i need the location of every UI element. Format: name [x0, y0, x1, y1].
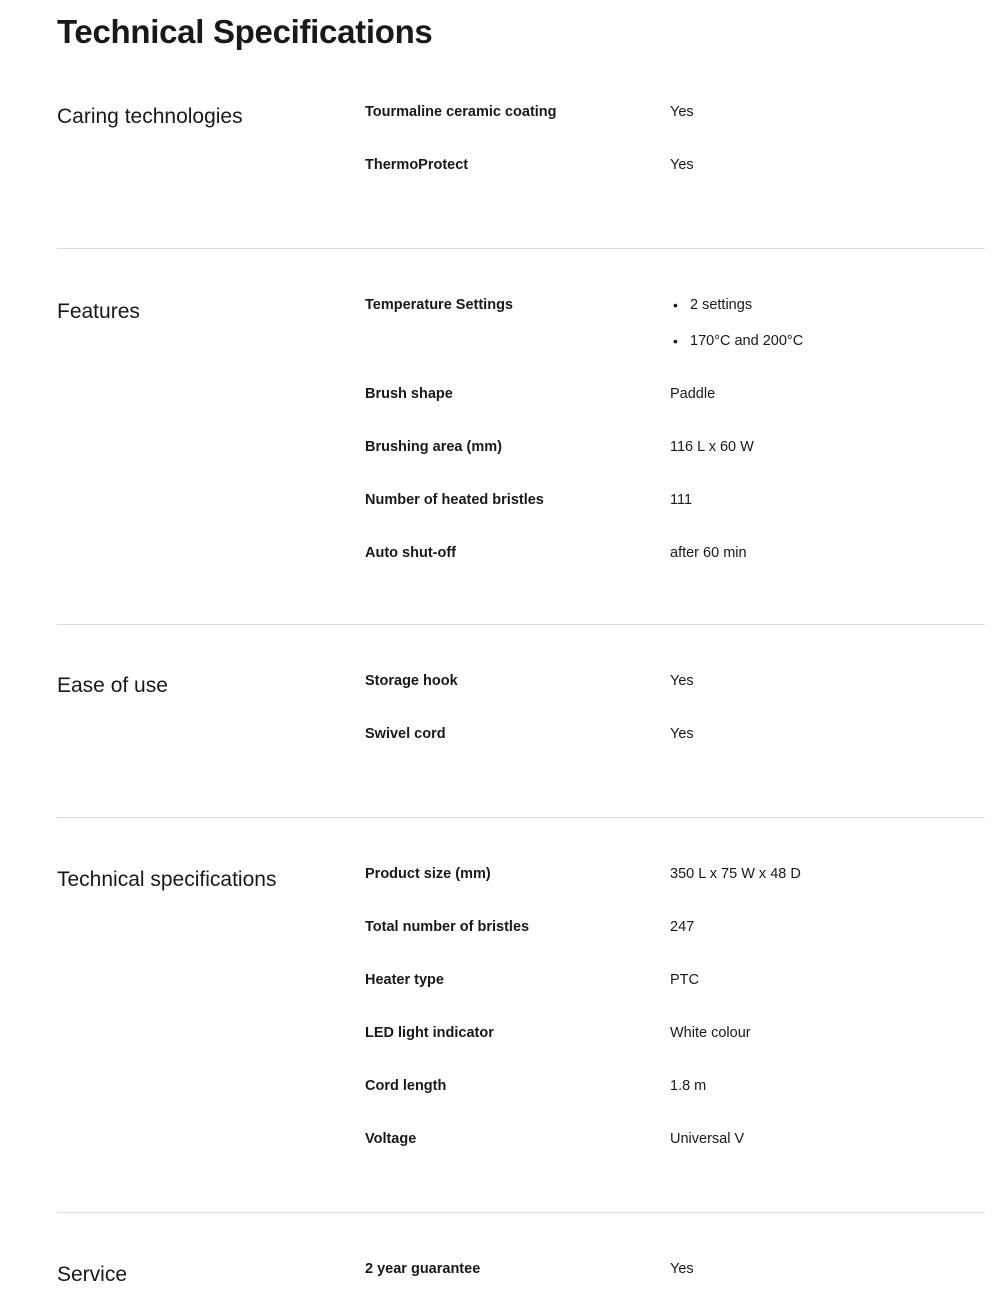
spec-value: 1.8 m [670, 1078, 707, 1094]
spec-value-bullet: • 170°C and 200°C [670, 331, 995, 351]
spec-rows [365, 295, 995, 596]
spec-label: Storage hook [365, 673, 458, 689]
spec-rows [365, 1259, 995, 1312]
spec-value: Yes [670, 673, 694, 689]
group-title: Service [57, 1263, 128, 1286]
spec-group-ease-of-use [0, 671, 995, 777]
spec-row [365, 917, 995, 937]
spec-group-technical-specifications [0, 864, 995, 1182]
spec-label: Brush shape [365, 386, 453, 402]
spec-label: Heater type [365, 972, 444, 988]
spec-row [365, 543, 995, 563]
spec-row [365, 1023, 995, 1043]
spec-group-service [0, 1259, 995, 1312]
spec-rows [365, 671, 995, 777]
spec-label: Voltage [365, 1131, 417, 1147]
page-title: Technical Specifications [57, 13, 433, 50]
spec-row [365, 1259, 995, 1279]
spec-value: Yes [670, 1261, 694, 1277]
spec-label: Cord length [365, 1078, 447, 1094]
spec-row [365, 1129, 995, 1149]
spec-label: LED light indicator [365, 1025, 494, 1041]
spec-value: 111 [670, 492, 693, 508]
spec-row [365, 671, 995, 691]
section-divider [57, 624, 985, 625]
spec-label: Temperature Settings [365, 297, 513, 313]
spec-label: Tourmaline ceramic coating [365, 104, 557, 120]
spec-row [365, 102, 995, 122]
group-title: Ease of use [57, 674, 168, 697]
spec-label: Number of heated bristles [365, 492, 544, 508]
spec-label: Product size (mm) [365, 866, 491, 882]
section-divider [57, 248, 985, 249]
spec-group-features [0, 295, 995, 596]
spec-row [365, 970, 995, 990]
spec-value: Yes [670, 104, 694, 120]
spec-value [670, 295, 995, 351]
group-title: Technical specifications [57, 868, 277, 891]
spec-value: Yes [670, 157, 694, 173]
spec-value: 350 L x 75 W x 48 D [670, 866, 801, 882]
section-divider [57, 1212, 985, 1213]
section-divider [57, 817, 985, 818]
spec-value: White colour [670, 1025, 751, 1041]
spec-rows [365, 102, 995, 208]
spec-value: PTC [670, 972, 699, 988]
spec-value: Paddle [670, 386, 716, 402]
spec-value: after 60 min [670, 545, 747, 561]
spec-sheet-page [0, 8, 995, 1286]
spec-label: Auto shut-off [365, 545, 456, 561]
spec-label: Brushing area (mm) [365, 439, 502, 455]
spec-value-bullet: • 2 settings [670, 295, 995, 315]
spec-rows [365, 864, 995, 1182]
spec-row [365, 295, 995, 351]
spec-row [365, 384, 995, 404]
spec-label: Swivel cord [365, 726, 446, 742]
spec-value: 116 L x 60 W [670, 439, 754, 455]
spec-row [365, 1076, 995, 1096]
spec-row [365, 724, 995, 744]
group-title: Caring technologies [57, 105, 243, 128]
group-title: Features [57, 300, 140, 323]
spec-value: Yes [670, 726, 694, 742]
spec-row [365, 437, 995, 457]
spec-label: Total number of bristles [365, 919, 530, 935]
spec-row [365, 864, 995, 884]
spec-group-caring-technologies [0, 102, 995, 208]
spec-value: Universal V [670, 1131, 745, 1147]
spec-value: 247 [670, 919, 695, 935]
spec-row [365, 155, 995, 175]
spec-row [365, 490, 995, 510]
spec-label: ThermoProtect [365, 157, 469, 173]
spec-label: 2 year guarantee [365, 1261, 481, 1277]
